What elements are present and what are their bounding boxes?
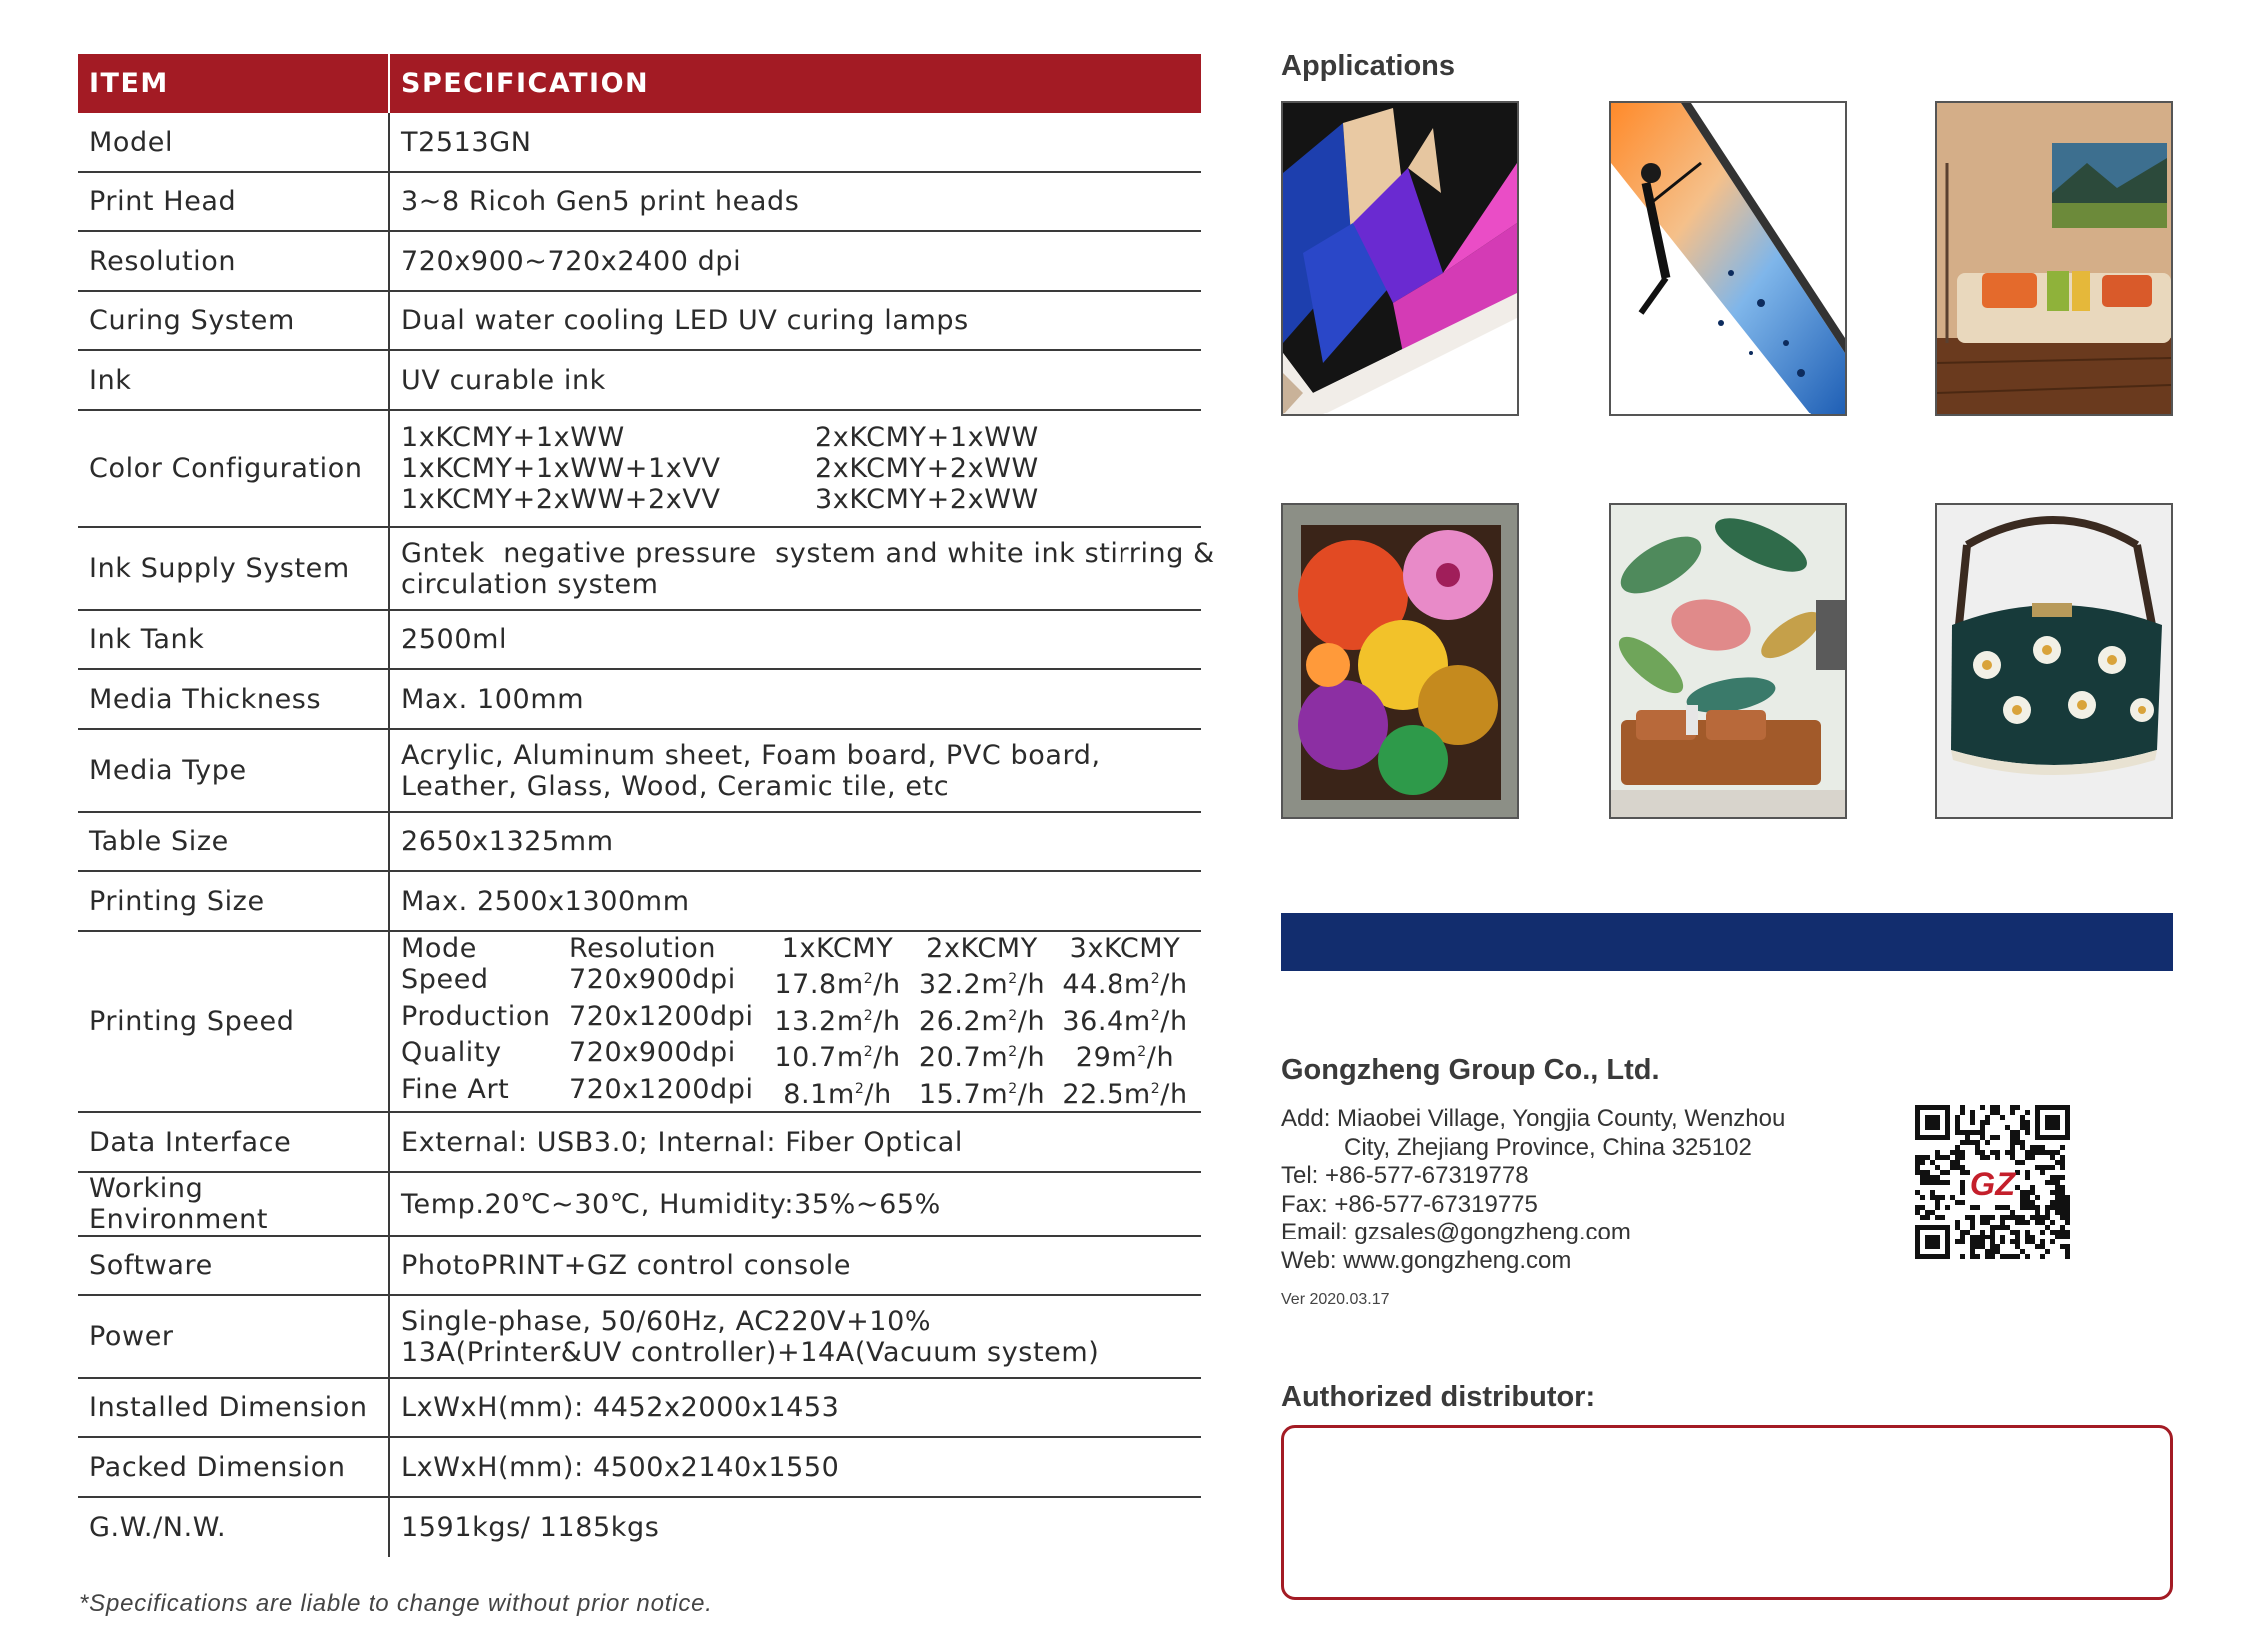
table-row-printing-speed — [78, 931, 1201, 1112]
speed-value-cell — [909, 1037, 1055, 1074]
item-label: Ink — [78, 350, 389, 410]
speed-unit: /h — [873, 1005, 901, 1037]
spec-line: circulation system — [401, 568, 659, 600]
item-label: G.W./N.W. — [89, 1512, 227, 1543]
spec-value: PhotoPRINT+GZ control console — [389, 1236, 1201, 1295]
speed-unit-exponent: 2 — [1150, 1080, 1161, 1097]
item-label: Resolution — [78, 231, 389, 291]
speed-unit-exponent: 2 — [1150, 971, 1161, 988]
speed-value: 22.5 — [1062, 1078, 1124, 1110]
speed-unit: m — [827, 1078, 855, 1110]
speed-unit: m — [1123, 1005, 1151, 1037]
speed-unit: m — [1123, 1078, 1151, 1110]
table-row — [78, 350, 1201, 410]
speed-unit: /h — [1017, 1005, 1046, 1037]
speed-unit: /h — [873, 969, 901, 1001]
spec-value: LxWxH(mm): 4500x2140x1550 — [389, 1437, 1201, 1497]
item-label: Printing Size — [78, 871, 389, 931]
applications-title: Applications — [1281, 50, 1456, 82]
speed-unit: /h — [1160, 1005, 1188, 1037]
speed-unit-exponent: 2 — [863, 971, 874, 988]
fax-line: Fax: +86-577-67319775 — [1281, 1190, 1538, 1218]
table-row — [78, 113, 1201, 172]
spec-value: LxWxH(mm): 4452x2000x1453 — [389, 1378, 1201, 1437]
speed-value: 29 — [1075, 1042, 1112, 1074]
speed-cell: Speed — [401, 964, 489, 996]
speed-value-cell — [1055, 1001, 1195, 1038]
fisherman-sunset-image — [1609, 101, 1847, 416]
table-row — [78, 172, 1201, 231]
spec-value: Max. 100mm — [389, 669, 1201, 729]
spec-value — [389, 931, 1201, 1112]
item-label: Data Interface — [78, 1112, 389, 1172]
floral-handbag-image — [1935, 503, 2173, 819]
spec-value: 1591kgs/ 1185kgs — [389, 1497, 1201, 1557]
color-config-grid — [401, 422, 1195, 515]
table-row — [78, 669, 1201, 729]
qr-code — [1915, 1105, 2070, 1259]
company-name: Gongzheng Group Co., Ltd. — [1281, 1054, 1660, 1086]
address-line: City, Zhejiang Province, China 325102 — [1344, 1133, 1752, 1161]
spec-line: 13A(Printer&UV controller)+14A(Vacuum system) — [401, 1336, 1100, 1368]
speed-unit: /h — [1017, 969, 1046, 1001]
version-label: Ver 2020.03.17 — [1281, 1291, 1390, 1308]
distributor-box — [1281, 1425, 2173, 1600]
qr-logo: GZ — [1969, 1166, 2016, 1202]
tropical-wallpaper-image — [1609, 503, 1847, 819]
speed-unit-exponent: 2 — [1008, 971, 1018, 988]
speed-unit: m — [836, 969, 864, 1001]
color-option: 1xKCMY+1xWW — [401, 421, 625, 453]
speed-unit-exponent: 2 — [1008, 1007, 1018, 1024]
item-label: Packed Dimension — [78, 1437, 389, 1497]
speed-header: 1xKCMY — [781, 932, 894, 964]
speed-cell: 720x900dpi — [569, 1037, 736, 1069]
table-row — [78, 1112, 1201, 1172]
speed-value: 44.8 — [1062, 969, 1124, 1001]
spec-value: 3~8 Ricoh Gen5 print heads — [389, 172, 1201, 231]
table-row — [78, 231, 1201, 291]
table-row — [78, 610, 1201, 669]
speed-unit-exponent: 2 — [863, 1044, 874, 1061]
speed-value: 36.4 — [1062, 1005, 1124, 1037]
spec-value: 2500ml — [389, 610, 1201, 669]
speed-cell: Production — [401, 1000, 551, 1032]
speed-value: 8.1 — [783, 1078, 828, 1110]
speed-value: 13.2 — [774, 1005, 837, 1037]
speed-value-cell — [766, 1074, 909, 1111]
color-option: 3xKCMY+2xWW — [815, 483, 1039, 515]
spec-value — [389, 1295, 1201, 1378]
table-row — [78, 1437, 1201, 1497]
speed-unit: /h — [864, 1078, 892, 1110]
spec-value: T2513GN — [389, 113, 1201, 172]
speed-value-cell — [909, 964, 1055, 1001]
speed-value-cell — [766, 1037, 909, 1074]
living-room-image — [1935, 101, 2173, 416]
speed-value-cell — [909, 1074, 1055, 1111]
color-option: 2xKCMY+1xWW — [815, 421, 1039, 453]
spec-value — [389, 729, 1201, 812]
speed-unit-exponent: 2 — [854, 1080, 865, 1097]
item-label: Ink Tank — [78, 610, 389, 669]
speed-unit-exponent: 2 — [1150, 1007, 1161, 1024]
distributor-label: Authorized distributor: — [1281, 1381, 1596, 1413]
table-row — [78, 1378, 1201, 1437]
item-label: Printing Speed — [78, 931, 389, 1112]
spec-value — [389, 410, 1201, 527]
table-row — [78, 1295, 1201, 1378]
item-label: Software — [78, 1236, 389, 1295]
color-option: 1xKCMY+1xWW+1xVV — [401, 452, 721, 484]
speed-header: Mode — [401, 932, 477, 964]
speed-unit: /h — [1160, 1078, 1188, 1110]
item-label: Media Type — [78, 729, 389, 812]
speed-value: 10.7 — [774, 1042, 837, 1074]
speed-unit: m — [1123, 969, 1151, 1001]
contact-block — [1281, 1105, 1785, 1275]
speed-unit-exponent: 2 — [1137, 1044, 1147, 1061]
table-row — [78, 729, 1201, 812]
item-label: Power — [78, 1295, 389, 1378]
speed-cell: 720x1200dpi — [569, 1073, 754, 1105]
speed-cell: Quality — [401, 1037, 502, 1069]
speed-value-cell — [909, 1001, 1055, 1038]
speed-header: Resolution — [569, 932, 717, 964]
table-row — [78, 871, 1201, 931]
speed-unit: /h — [1017, 1042, 1046, 1074]
table-row-color-configuration — [78, 410, 1201, 527]
spec-line: Gntek negative pressure system and white ink stirring & — [401, 537, 1215, 569]
speed-cell: 720x900dpi — [569, 964, 736, 996]
speed-value-cell — [766, 964, 909, 1001]
speed-unit-exponent: 2 — [1008, 1080, 1018, 1097]
speed-value: 26.2 — [918, 1005, 982, 1037]
item-label: Ink Supply System — [78, 527, 389, 610]
speed-value: 17.8 — [774, 969, 837, 1001]
printing-speed-grid — [401, 933, 1195, 1111]
speed-unit: m — [981, 1042, 1009, 1074]
table-row — [78, 527, 1201, 610]
item-label: Table Size — [78, 812, 389, 871]
speed-value-cell — [1055, 964, 1195, 1001]
speed-unit: m — [836, 1042, 864, 1074]
speed-value-cell — [1055, 1037, 1195, 1074]
tel-line: Tel: +86-577-67319778 — [1281, 1162, 1529, 1189]
blue-banner-bar — [1281, 913, 2173, 971]
speed-unit: m — [836, 1005, 864, 1037]
speed-unit: /h — [1017, 1078, 1046, 1110]
table-row — [78, 291, 1201, 350]
glass-flowers-image — [1281, 503, 1519, 819]
header-item: ITEM — [78, 54, 389, 113]
web-line: Web: www.gongzheng.com — [1281, 1246, 1572, 1274]
disclaimer-note: *Specifications are liable to change without prior notice. — [79, 1590, 713, 1617]
speed-unit: m — [981, 1005, 1009, 1037]
speed-value: 20.7 — [918, 1042, 982, 1074]
speed-unit: /h — [1146, 1042, 1175, 1074]
spec-value: Max. 2500x1300mm — [389, 871, 1201, 931]
speed-value: 32.2 — [918, 969, 982, 1001]
spec-value: External: USB3.0; Internal: Fiber Optical — [389, 1112, 1201, 1172]
speed-header: 2xKCMY — [926, 932, 1038, 964]
item-label: Curing System — [78, 291, 389, 350]
spec-line: Leather, Glass, Wood, Ceramic tile, etc — [401, 770, 950, 802]
spec-value: Temp.20℃~30℃, Humidity:35%~65% — [389, 1172, 1201, 1236]
email-line: Email: gzsales@gongzheng.com — [1281, 1219, 1631, 1245]
speed-unit-exponent: 2 — [863, 1007, 874, 1024]
table-header-row — [78, 54, 1201, 113]
item-label: Media Thickness — [78, 669, 389, 729]
spec-line: Acrylic, Aluminum sheet, Foam board, PVC board, — [401, 739, 1101, 771]
speed-value-cell — [1055, 1074, 1195, 1111]
spec-value: Dual water cooling LED UV curing lamps — [389, 291, 1201, 350]
spec-table — [78, 54, 1215, 1557]
speed-value: 15.7 — [918, 1078, 982, 1110]
item-label: Print Head — [78, 172, 389, 231]
header-specification: SPECIFICATION — [389, 54, 1201, 113]
speed-cell: 720x1200dpi — [569, 1000, 754, 1032]
spec-line: Single-phase, 50/60Hz, AC220V+10% — [401, 1305, 932, 1337]
address-line: Add: Miaobei Village, Yongjia County, Wenzhou — [1281, 1105, 1786, 1132]
speed-header: 3xKCMY — [1069, 932, 1181, 964]
item-label: Installed Dimension — [78, 1378, 389, 1437]
speed-value-cell — [766, 1001, 909, 1038]
speed-cell: Fine Art — [401, 1073, 510, 1105]
spec-value — [389, 527, 1215, 610]
table-row — [78, 1172, 1201, 1236]
color-option: 1xKCMY+2xWW+2xVV — [401, 483, 721, 515]
spec-value: 2650x1325mm — [389, 812, 1201, 871]
table-row — [78, 812, 1201, 871]
spec-value: 720x900~720x2400 dpi — [389, 231, 1201, 291]
speed-unit: m — [1111, 1042, 1138, 1074]
table-row — [78, 1497, 1201, 1557]
speed-unit-exponent: 2 — [1008, 1044, 1018, 1061]
item-label: Color Configuration — [78, 410, 389, 527]
table-row — [78, 1236, 1201, 1295]
item-label: Model — [78, 113, 389, 172]
spec-value: UV curable ink — [389, 350, 1201, 410]
speed-unit: /h — [873, 1042, 901, 1074]
speed-unit: m — [981, 1078, 1009, 1110]
speed-unit: m — [981, 969, 1009, 1001]
color-option: 2xKCMY+2xWW — [815, 452, 1039, 484]
speed-unit: /h — [1160, 969, 1188, 1001]
colored-pencils-image — [1281, 101, 1519, 416]
item-label: Working Environment — [78, 1172, 389, 1236]
